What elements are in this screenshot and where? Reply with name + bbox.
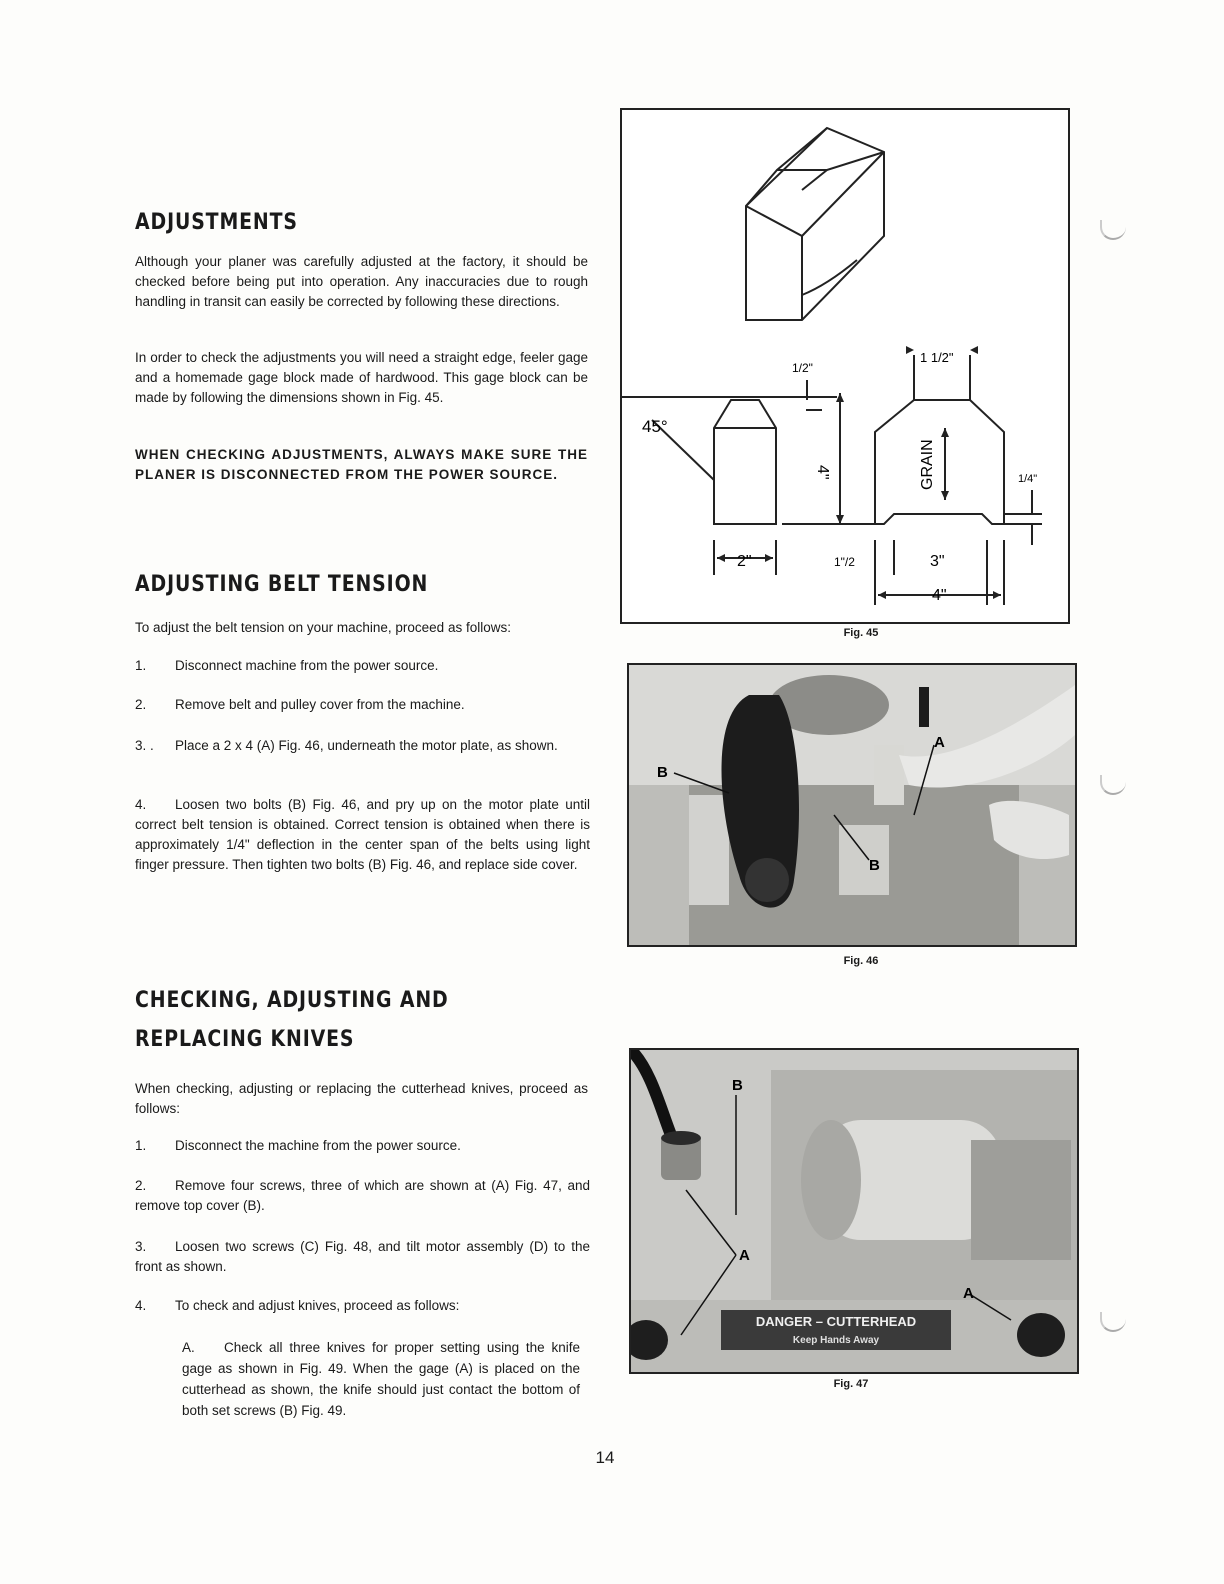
knives-step	[135, 1176, 590, 1216]
callout-a2: A	[963, 1285, 974, 1302]
inner-width-label: 3"	[930, 553, 945, 570]
step-number: 4.	[135, 797, 147, 812]
step-number: 1.	[135, 658, 147, 673]
outer-width-label: 4"	[932, 587, 947, 604]
step-text: Loosen two screws (C) Fig. 48, and tilt motor assembly (D) to the front as shown.	[135, 1239, 590, 1274]
adjustments-para-2: In order to check the adjustments you will need a straight edge, feeler gage and a homemade gage block made of hardwood. This gage block can be made by following the dimensions shown in Fig. 45.	[135, 350, 588, 405]
step-text: Disconnect machine from the power source.	[175, 658, 439, 673]
gage-block-drawing	[622, 110, 1068, 622]
fig-45-caption: Fig. 45	[843, 627, 879, 639]
belt-step	[135, 736, 590, 756]
binder-mark	[1100, 1312, 1126, 1332]
step-text: Remove belt and pulley cover from the machine.	[175, 697, 465, 712]
step-text: Loosen two bolts (B) Fig. 46, and pry up on the motor plate until correct belt tension is obtained. Correct tension is obtained when there is approximately 1/4" deflection in the center span of the belts using light finger pressure. Then tighten two bolts (B) Fig. 46, and replace side cover.	[135, 797, 590, 872]
callout-a1: A	[739, 1247, 750, 1264]
adjustments-warning: WHEN CHECKING ADJUSTMENTS, ALWAYS MAKE SURE THE PLANER IS DISCONNECTED FROM THE POWER SOURCE.	[135, 447, 588, 482]
knives-intro: When checking, adjusting or replacing the cutterhead knives, proceed as follows:	[135, 1081, 588, 1116]
cutterhead-photo	[631, 1050, 1077, 1372]
knives-heading: CHECKING, ADJUSTING AND REPLACING KNIVES	[135, 988, 449, 1052]
danger-plate-line2: Keep Hands Away	[792, 1335, 880, 1346]
step-text: To check and adjust knives, proceed as follows:	[175, 1298, 460, 1313]
step-text: Remove four screws, three of which are shown at (A) Fig. 47, and remove top cover (B).	[135, 1178, 590, 1213]
angle-label: 45°	[642, 417, 668, 436]
step-number: A.	[182, 1340, 195, 1355]
step-text: Check all three knives for proper setting using the knife gage as shown in Fig. 49. When the gage (A) is placed on the cutterhead as shown, the knife should just contact the bottom of both set screws (B) Fig. 49.	[182, 1340, 580, 1418]
recess-label: 1/4"	[1018, 473, 1038, 485]
fig-46-caption: Fig. 46	[843, 955, 879, 967]
callout-a: A	[934, 734, 945, 751]
belt-intro: To adjust the belt tension on your machine, proceed as follows:	[135, 620, 511, 635]
danger-plate-line1: DANGER – CUTTERHEAD	[755, 1314, 917, 1329]
grain-label: GRAIN	[919, 439, 936, 490]
adjustments-para-1: Although your planer was carefully adjusted at the factory, it should be checked before being put into operation. Any inaccuracies due to rough handling in transit can easily be corrected by following these directions.	[135, 254, 588, 309]
fig-45-diagram	[620, 108, 1070, 624]
chamfer-label: 1/2"	[792, 361, 813, 375]
step-number: 2.	[135, 697, 147, 712]
belt-step	[135, 795, 590, 875]
step-number: 3.	[135, 1239, 147, 1254]
step-text: Place a 2 x 4 (A) Fig. 46, underneath the motor plate, as shown.	[175, 738, 558, 753]
height-label: 4"	[814, 465, 831, 480]
belt-tension-photo	[629, 665, 1075, 945]
callout-b1: B	[657, 764, 668, 781]
fig-47-caption: Fig. 47	[833, 1378, 869, 1390]
belt-step	[135, 656, 590, 676]
adjustments-heading: ADJUSTMENTS	[135, 210, 298, 235]
belt-tension-heading: ADJUSTING BELT TENSION	[135, 572, 429, 597]
knives-step	[135, 1237, 590, 1277]
page-number: 14	[595, 1448, 615, 1467]
step-text: Disconnect the machine from the power source.	[175, 1138, 461, 1153]
knives-sub-step	[182, 1337, 580, 1421]
fig-46-photo	[627, 663, 1077, 947]
step-number: 4.	[135, 1298, 147, 1313]
belt-step	[135, 695, 590, 715]
step-number: 2.	[135, 1178, 147, 1193]
knives-step	[135, 1296, 590, 1316]
knives-step	[135, 1136, 590, 1156]
fig-47-photo	[629, 1048, 1079, 1374]
step-number: 3. .	[135, 738, 154, 753]
binder-mark	[1100, 775, 1126, 795]
width-left-label: 2"	[737, 553, 752, 570]
callout-b: B	[732, 1077, 743, 1094]
top-flat-label: 1 1/2"	[920, 350, 954, 365]
block-side-view	[875, 400, 1004, 524]
step-number: 1.	[135, 1138, 147, 1153]
block-end-view	[714, 400, 776, 524]
offset-label: 1"/2	[834, 555, 855, 569]
callout-b2: B	[869, 857, 880, 874]
binder-mark	[1100, 220, 1126, 240]
